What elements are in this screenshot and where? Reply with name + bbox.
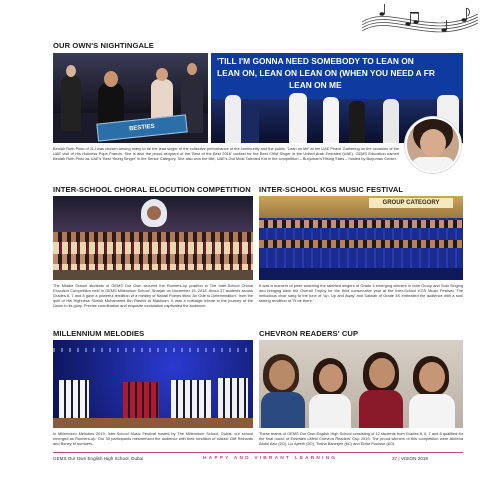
lyrics-line-2: LEAN ON, LEAN ON LEAN ON (WHEN YOU NEED A FR bbox=[217, 68, 435, 78]
page-number: 37 bbox=[392, 456, 398, 461]
choral-elocution-photo bbox=[53, 196, 253, 280]
award-plaque: BESTIES bbox=[96, 114, 187, 141]
lyrics-line-3: LEAN ON ME bbox=[289, 80, 342, 90]
section-title-choral: INTER-SCHOOL CHORAL ELOCUTION COMPETITION bbox=[53, 185, 251, 194]
millennium-melodies-photo bbox=[53, 340, 253, 428]
footer-tagline: HAPPY AND VIBRANT LEARNING bbox=[203, 456, 338, 461]
nightingale-caption: Beulah Ruth Pinto of 11J was chosen among many to be the lead singer of the collective performance of the community and the public. 'Lean on Me' at the UAE Peace Gathering on the occasion of the UAE visit of His Holiness Pope Francis. She is also the proud recipient of the 'Best of the Best 2018' contest for the Best Child Singer in the United Arab Emirates (UAE). GEMS Education named Beulah Ruth Pinto as UAE's 'Best Young Singer' in the Senior Category. She also won the title, UAE's 2nd Most Talented Kid in the competition – Burjuman's Rising Stars – hosted by Burjuman Center. bbox=[53, 146, 399, 162]
music-notes-swirl-icon bbox=[360, 0, 480, 48]
group-category-banner: GROUP CATEGORY bbox=[369, 198, 453, 208]
publication-name: | VISION 2019 bbox=[398, 456, 428, 461]
footer-rule bbox=[53, 452, 463, 453]
chevron-caption: These teams of GEMS Our Own English High School consisting of 12 students from Grades 5, 6, 7 and 8 qualified for the final round of Emirates Litfest Chevron Readers' Cup 2019. The proud winners of this competition were Abeeha Abdul Aziz (5O), Liz Ajeeth (5O), Trisha Banerjee (6C) and Elvita Poulose (6O). bbox=[259, 431, 463, 447]
kgs-music-festival-photo bbox=[259, 196, 463, 280]
singer-portrait bbox=[405, 117, 461, 173]
millennium-caption: In Millennium Melodies 2019, Inter-School Music Festival hosted by The Millennium School, Dubai, our school emerged as Runners-up. Our 30 participants mesmerized the audience with their rendition of classic Cliff Richards and Boney M numbers. bbox=[53, 431, 253, 447]
award-ceremony-photo bbox=[53, 53, 208, 143]
section-title-nightingale: OUR OWN'S NIGHTINGALE bbox=[53, 41, 154, 50]
lyrics-line-1: 'TILL I'M GONNA NEED SOMEBODY TO LEAN ON bbox=[217, 56, 414, 66]
chevron-readers-cup-photo bbox=[259, 340, 463, 428]
choral-caption: The Middle School students of GEMS Our Own secured the Runners-up position in The Inter-School Choral Elocution Competition held in GEMS Millennium School, Sharjah on November 15, 2018. About 37 students across Grades 6, 7 and 8 gave a powerful rendition of a medley of Nabati Poems titled 'An Ode to Determination', from the quill of His Highness Sheikh Mohammed Bin Rashid Al Maktoum. It was a nostalgic tribute to the journey of the Union to its glory. Precise coordination and exquisite modulation captivated the audience. bbox=[53, 283, 253, 309]
section-title-kgs: INTER-SCHOOL KGS MUSIC FESTIVAL bbox=[259, 185, 404, 194]
section-title-millennium: MILLENNIUM MELODIES bbox=[53, 329, 145, 338]
section-title-chevron: CHEVRON READERS' CUP bbox=[259, 329, 359, 338]
footer-page-info bbox=[392, 456, 428, 461]
lyrics-screen bbox=[211, 53, 463, 99]
footer-school-name: GEMS Our Own English High School, Dubai bbox=[53, 456, 144, 461]
kgs-caption: It was a moment of pride watching the talented singers of Grade 4 emerging winners in both Group and Solo Singing and bringing back the Overall Trophy for the third consecutive year at the Inter-School KGS Music Festival. The melodious choir sang to the tune of 'Up, Up and Away' and Salwah of Grade 4K enthralled the audience with a soul stirring rendition of 'I'll be there.' bbox=[259, 283, 463, 304]
